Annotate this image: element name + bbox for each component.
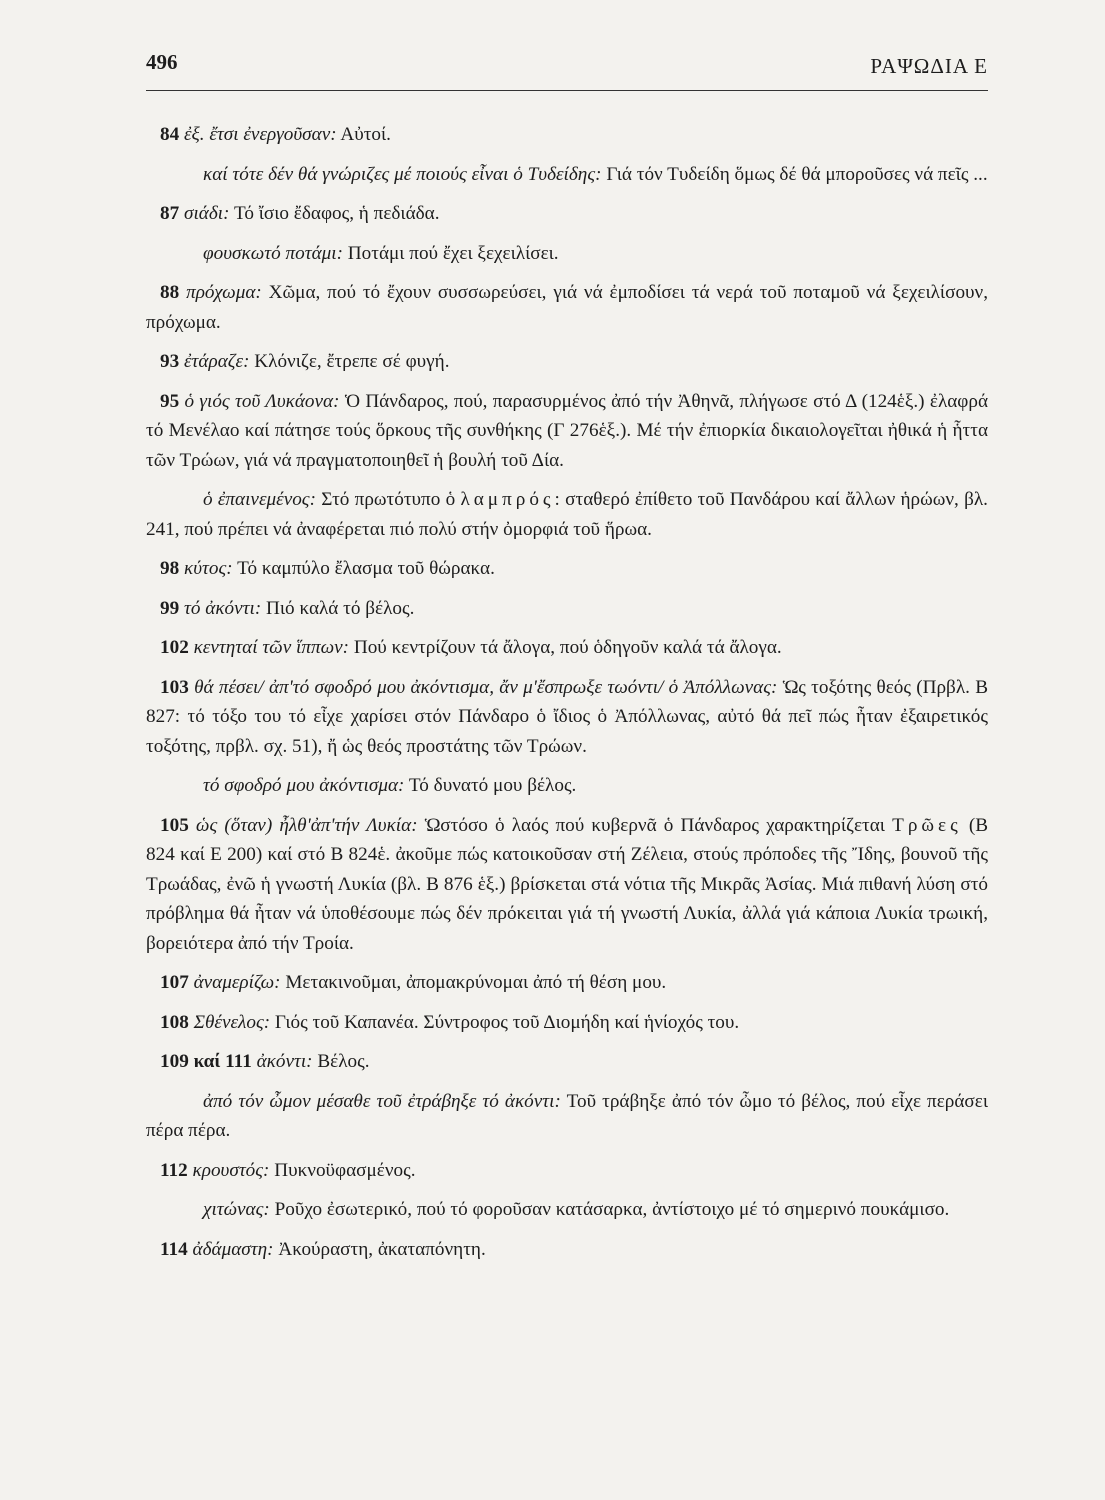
- gloss: Πιό καλά τό βέλος.: [261, 597, 415, 619]
- lemma: καί τότε δέν θά γνώριζες μέ ποιούς εἶναι ὁ Τυδείδης:: [203, 163, 602, 185]
- note-103: [146, 673, 988, 762]
- gloss: Γιός τοῦ Καπανέα. Σύντροφος τοῦ Διομήδη καί ἡνίοχός του.: [270, 1011, 740, 1033]
- line-number: 109 καί 111: [160, 1051, 252, 1072]
- gloss: Ὁ Πάνδαρος, πού, παρασυρμένος ἀπό τήν Ἀθηνᾶ, πλήγωσε στό Δ (124ἑξ.) ἐλαφρά τό Μενέλαο καί πάτησε τούς ὅρκους τῆς συνθήκης (Γ 276ἑξ.). Μέ τήν ἐπιορκία δικαιολογεῖται ἠθικά ἡ ἧττα τῶν Τρώων, γιά νά πραγματοποιηθεῖ ἡ βουλή τοῦ Δία.: [146, 390, 988, 471]
- note-109-111: [146, 1047, 988, 1077]
- gloss: Πυκνοϋφασμένος.: [269, 1159, 416, 1181]
- gloss: Γιά τόν Τυδείδη ὅμως δέ θά μποροῦσες νά πεῖς ...: [601, 163, 988, 185]
- lemma: ἀκόντι:: [256, 1051, 313, 1072]
- note-95b: [146, 485, 988, 544]
- note-88: [146, 278, 988, 337]
- line-number: 98: [160, 558, 180, 579]
- gloss: Τό ἴσιο ἔδαφος, ἡ πεδιάδα.: [229, 203, 440, 224]
- note-93: [146, 347, 988, 377]
- gloss: Μετακινοῦμαι, ἀπομακρύνομαι ἀπό τή θέση μου.: [280, 972, 667, 993]
- note-107: [146, 968, 988, 998]
- gloss: Τό δυνατό μου βέλος.: [404, 775, 577, 796]
- note-112b: [146, 1195, 988, 1225]
- lemma: κεντηταί τῶν ἵππων:: [193, 637, 350, 658]
- note-108: [146, 1008, 988, 1038]
- lemma: ἐξ. ἔτσι ἐνεργοῦσαν:: [183, 124, 337, 145]
- gloss: Ἀκούραστη, ἀκαταπόνητη.: [273, 1238, 486, 1260]
- gloss: Τό καμπύλο ἔλασμα τοῦ θώρακα.: [232, 558, 495, 579]
- note-109b: [146, 1087, 988, 1146]
- lemma: τό σφοδρό μου ἀκόντισμα:: [203, 775, 405, 796]
- gloss: Ὡς τοξότης θεός (Πρβλ. Β 827: τό τόξο του τό εἶχε χαρίσει στόν Πάνδαρο ὁ ἴδιος ὁ Ἀπόλλωνας, αὐτό θά πεῖ πώς ἦταν ἐξαιρετικός τοξότης, πρβλ. σχ. 51), ἤ ὡς θεός προστάτης τῶν Τρώων.: [146, 676, 988, 757]
- line-number: 93: [160, 351, 180, 372]
- note-114: [146, 1235, 988, 1265]
- gloss: Κλόνιζε, ἔτρεπε σέ φυγή.: [249, 351, 450, 372]
- gloss: Ροῦχο ἐσωτερικό, πού τό φοροῦσαν κατάσαρκα, ἀντίστοιχο μέ τό σημερινό πουκάμισο.: [269, 1199, 950, 1220]
- lemma: ὁ ἐπαινεμένος:: [203, 489, 316, 510]
- lemma: ἀδάμαστη:: [192, 1238, 274, 1260]
- gloss: Βέλος.: [312, 1051, 370, 1072]
- note-98: [146, 554, 988, 584]
- line-number: 108: [160, 1011, 189, 1033]
- gloss: : σταθερό ἐπίθετο τοῦ Πανδάρου καί ἄλλων ἡρώων, βλ. 241, πού πρέπει νά ἀναφέρεται πιό πολύ στήν ὀμορφιά τοῦ ἥρωα.: [146, 489, 988, 540]
- line-number: 84: [160, 124, 180, 145]
- line-number: 107: [160, 972, 189, 993]
- note-84: [146, 120, 988, 150]
- gloss: Πού κεντρίζουν τά ἄλογα, πού ὁδηγοῦν καλά τά ἄλογα.: [349, 637, 782, 658]
- line-number: 95: [160, 390, 180, 412]
- line-number: 114: [160, 1238, 188, 1260]
- lemma: ἀπό τόν ὦμον μέσαθε τοῦ ἐτράβηξε τό ἀκόντι:: [203, 1090, 561, 1112]
- note-105: [146, 811, 988, 959]
- lemma: κρουστός:: [192, 1159, 270, 1181]
- note-87: [146, 199, 988, 229]
- lemma: χιτώνας:: [203, 1199, 270, 1220]
- line-number: 99: [160, 597, 180, 619]
- gloss: Τοῦ τράβηξε ἀπό τόν ὦμο τό βέλος, πού εἶχε περάσει πέρα πέρα.: [146, 1090, 988, 1141]
- line-number: 103: [160, 676, 189, 698]
- lemma: ὁ γιός τοῦ Λυκάονα:: [184, 390, 340, 412]
- lemma: φουσκωτό ποτάμι:: [203, 242, 343, 264]
- gloss-pre: Ὡστόσο ὁ λαός πού κυβερνᾶ ὁ Πάνδαρος χαρακτηρίζεται: [417, 814, 893, 836]
- page-header: [146, 50, 988, 91]
- note-87b: [146, 239, 988, 269]
- lemma: ἐτάραζε:: [183, 351, 250, 372]
- lemma: Σθένελος:: [193, 1011, 271, 1033]
- line-number: 88: [160, 282, 180, 303]
- gloss: Χῶμα, πού τό ἔχουν συσσωρεύσει, γιά νά ἐμποδίσει τά νερά τοῦ ποταμοῦ νά ξεχειλίσουν, πρόχωμα.: [146, 282, 989, 333]
- line-number: 105: [160, 814, 189, 836]
- lemma: ὡς (ὅταν) ἦλθ'ἀπ'τήν Λυκία:: [195, 814, 418, 836]
- gloss-spaced-word: λαμπρός: [460, 489, 555, 510]
- lemma: θά πέσει/ ἀπ'τό σφοδρό μου ἀκόντισμα, ἄν μ'ἔσπρωξε τωόντι/ ὁ Ἀπόλλωνας:: [194, 676, 778, 698]
- lemma: σιάδι:: [183, 203, 230, 224]
- line-number: 102: [160, 637, 189, 658]
- note-102: [146, 633, 988, 663]
- note-103b: [146, 771, 988, 801]
- note-95: [146, 387, 988, 476]
- lemma: τό ἀκόντι:: [183, 597, 262, 619]
- gloss: (Β 824 καί Ε 200) καί στό Β 824ἑ. ἀκοῦμε πώς κατοικοῦσαν στή Ζέλεια, στούς πρόποδες τῆς Ἴδης, βουνοῦ τῆς Τρωάδας, ἐνῶ ἡ γνωστή Λυκία (βλ. Β 876 ἑξ.) βρίσκεται στά νότια τῆς Μικρᾶς Ἀσίας. Μιά πιθανή λύση στό πρόβλημα θά ἦταν νά ὑποθέσουμε πώς δέν πρόκειται γιά τή γνωστή Λυκία, ἀλλά γιά κάποια Λυκία τρωική, βορειότερα ἀπό τήν Τροία.: [146, 814, 989, 954]
- line-number: 112: [160, 1159, 188, 1181]
- gloss: Ποτάμι πού ἔχει ξεχειλίσει.: [343, 242, 559, 264]
- gloss-spaced-word: Τρῶες: [892, 814, 962, 836]
- note-99: [146, 594, 988, 624]
- gloss-pre: Στό πρωτότυπο ὁ: [315, 489, 461, 510]
- note-112: [146, 1156, 988, 1186]
- page-number: 496: [146, 50, 178, 74]
- lemma: ἀναμερίζω:: [193, 972, 281, 993]
- running-head: ΡΑΨΩΔΙΑ Ε: [870, 54, 988, 78]
- lemma: κύτος:: [183, 558, 233, 579]
- commentary-body: [146, 120, 988, 1274]
- lemma: πρόχωμα:: [186, 282, 262, 303]
- gloss: Αὐτοί.: [336, 124, 391, 145]
- note-84b: [146, 160, 988, 190]
- line-number: 87: [160, 203, 180, 224]
